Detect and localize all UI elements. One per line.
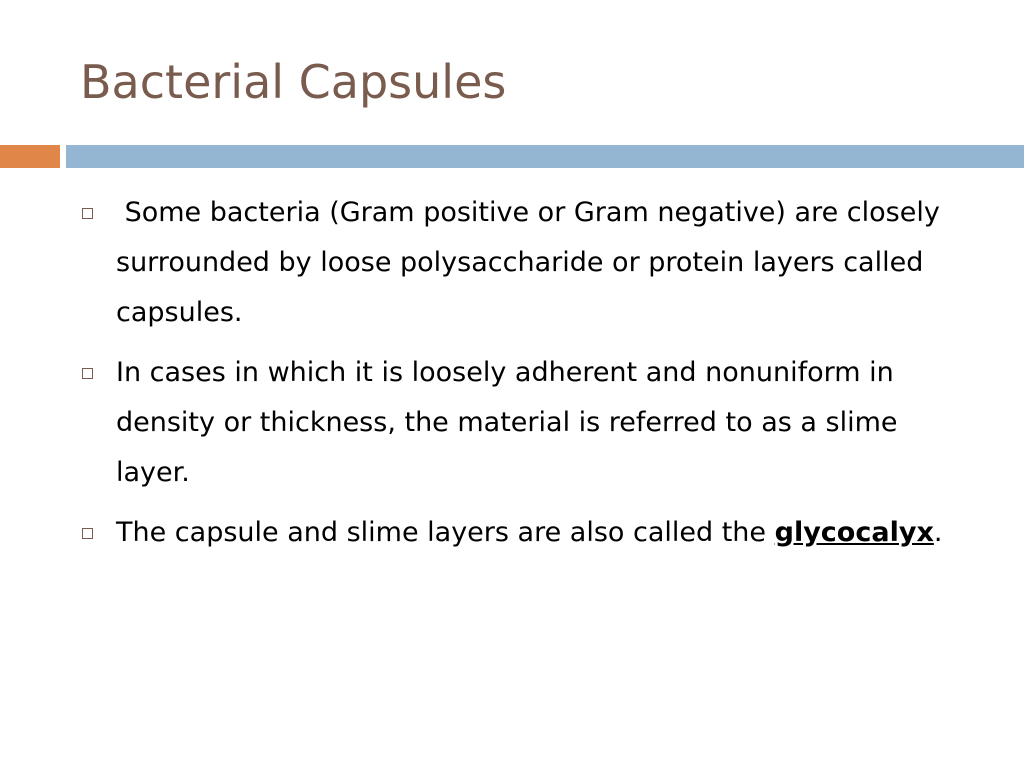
square-bullet-icon: [82, 208, 93, 219]
bullet-item: [80, 188, 960, 338]
bullet-item: [80, 348, 960, 498]
bullet-text: Some bacteria (Gram positive or Gram negative) are closely surrounded by loose polysaccharide or protein layers called capsules.: [116, 197, 949, 328]
glossary-term: glycocalyx: [774, 517, 934, 548]
bullet-list: [80, 188, 960, 568]
bullet-text: In cases in which it is loosely adherent and nonuniform in density or thickness, the material is referred to as a slime layer.: [116, 357, 898, 488]
slide-title: Bacterial Capsules: [80, 55, 507, 109]
bullet-text-end: .: [933, 517, 943, 548]
bullet-item: [80, 508, 960, 558]
accent-bar-left: [0, 145, 60, 168]
accent-bar-right: [66, 145, 1024, 168]
bullet-text: The capsule and slime layers are also called the: [116, 517, 775, 548]
square-bullet-icon: [82, 528, 93, 539]
square-bullet-icon: [82, 368, 93, 379]
